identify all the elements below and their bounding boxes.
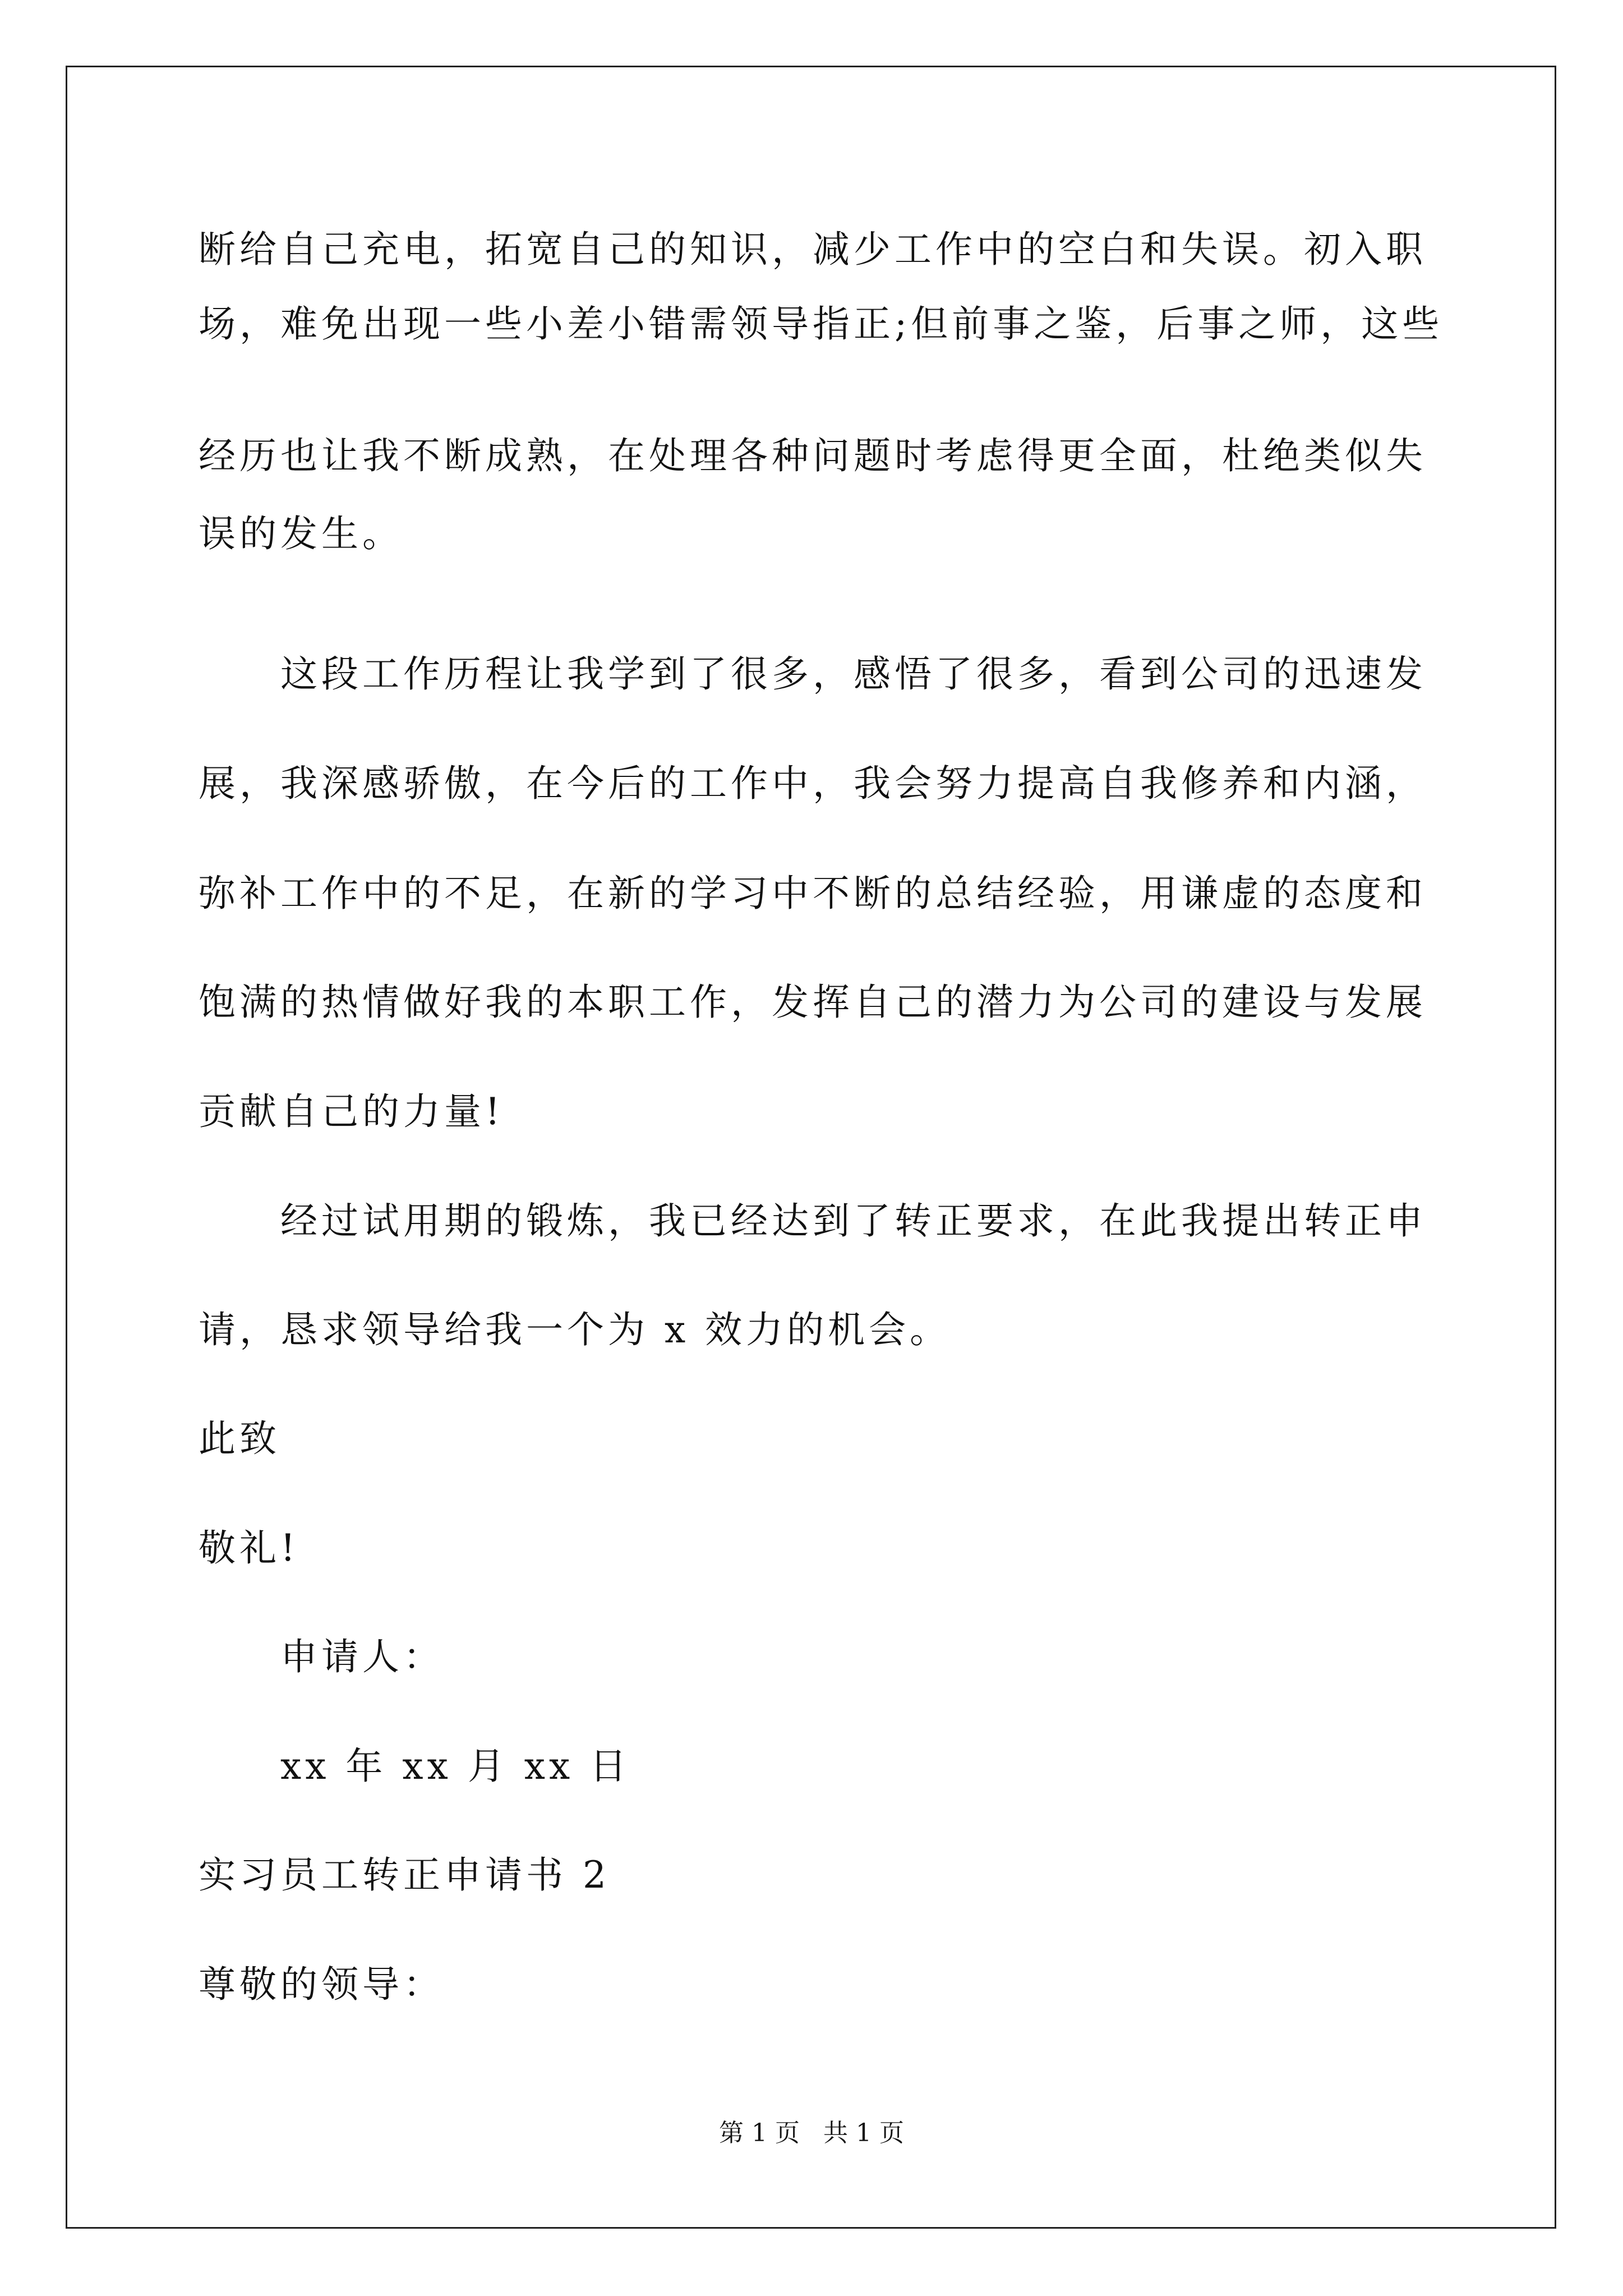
next-letter-greeting: 尊敬的领导： xyxy=(199,1963,444,2006)
page-footer: 第 1 页 共 1 页 xyxy=(719,2119,904,2147)
paragraph-3-line-2: 请，恳求领导给我一个为 x 效力的机会。 xyxy=(199,1308,951,1351)
closing-salutation-2: 敬礼! xyxy=(199,1526,299,1570)
applicant-label: 申请人： xyxy=(280,1635,444,1678)
paragraph-1-line-2: 场，难免出现一些小差小错需领导指正;但前事之鉴，后事之师，这些 xyxy=(199,302,1444,346)
paragraph-2-line-5: 贡献自己的力量! xyxy=(199,1090,504,1133)
paragraph-1-line-4: 误的发生。 xyxy=(199,512,403,555)
closing-salutation-1: 此致 xyxy=(199,1417,280,1460)
date-line: xx 年 xx 月 xx 日 xyxy=(280,1745,631,1788)
paragraph-2-line-1: 这段工作历程让我学到了很多，感悟了很多，看到公司的迅速发 xyxy=(280,652,1427,696)
paragraph-1-line-1: 断给自己充电，拓宽自己的知识，减少工作中的空白和失误。初入职 xyxy=(199,228,1427,271)
paragraph-2-line-4: 饱满的热情做好我的本职工作，发挥自己的潜力为公司的建设与发展 xyxy=(199,981,1427,1024)
next-letter-title: 实习员工转正申请书 2 xyxy=(199,1853,610,1897)
paragraph-2-line-3: 弥补工作中的不足，在新的学习中不断的总结经验，用谦虚的态度和 xyxy=(199,872,1427,915)
paragraph-3-line-1: 经过试用期的锻炼，我已经达到了转正要求，在此我提出转正申 xyxy=(280,1199,1427,1243)
paragraph-2-line-2: 展，我深感骄傲，在今后的工作中，我会努力提高自我修养和内涵， xyxy=(199,762,1427,805)
page-border xyxy=(66,66,1556,2229)
paragraph-1-line-3: 经历也让我不断成熟，在处理各种问题时考虑得更全面，杜绝类似失 xyxy=(199,434,1427,477)
